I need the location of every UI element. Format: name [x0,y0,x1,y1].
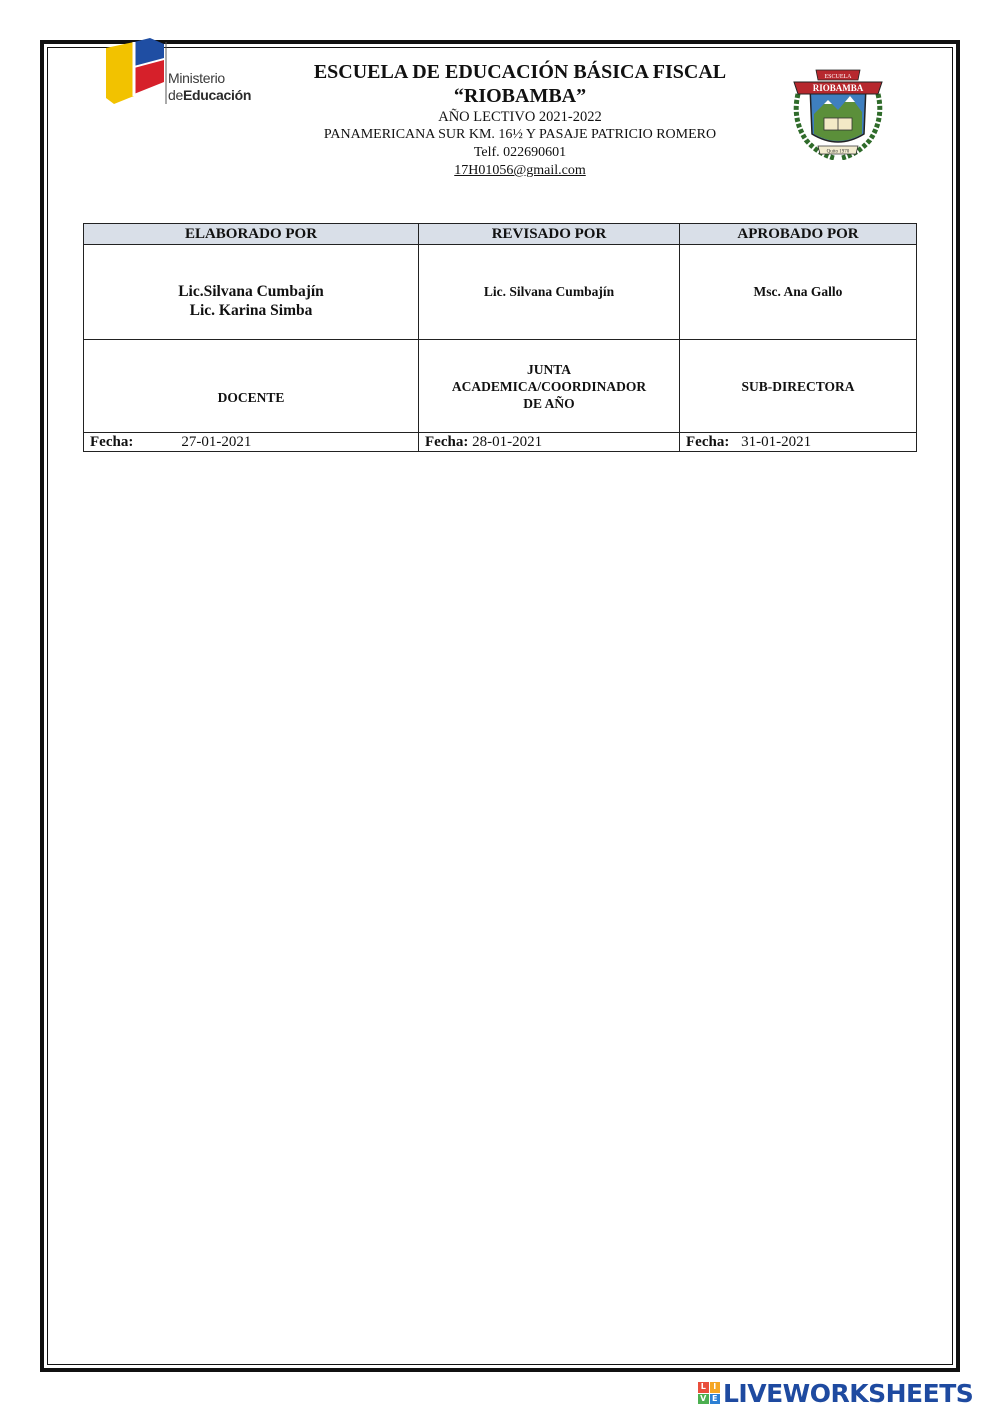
header-aprobado: APROBADO POR [680,224,917,245]
school-subtitle: “RIOBAMBA” [453,85,587,107]
cell-revisado-role [419,340,680,433]
ministry-line2-bold: Educación [182,87,252,103]
school-address: PANAMERICANA SUR KM. 16½ Y PASAJE PATRICIO ROMERO [323,127,717,142]
liveworksheets-logo[interactable] [698,1378,973,1408]
liveworksheets-icon [698,1382,720,1404]
school-crest-icon [788,64,888,160]
approval-table [83,223,917,452]
date-elaborado: 27-01-2021 [181,433,252,450]
cell-aprobado-date [680,433,917,452]
crest-banner-main: RIOBAMBA [812,83,864,93]
cell-revisado-date [419,433,680,452]
crest-ribbon: Quito 1970 [826,149,850,155]
date-label-elaborado: Fecha: [90,433,134,450]
date-aprobado: 31-01-2021 [741,433,812,450]
school-header [200,60,840,180]
revisado-role-line1: JUNTA [526,361,571,377]
date-label-aprobado: Fecha: [686,433,730,450]
school-name: ESCUELA DE EDUCACIÓN BÁSICA FISCAL [313,61,727,83]
school-phone: Telf. 022690601 [473,145,567,160]
lw-icon-letter-v: V [698,1394,709,1405]
elaborado-name-2: Lic. Karina Simba [189,302,313,319]
date-label-revisado: Fecha: [425,433,469,450]
crest-banner-top: ESCUELA [824,74,852,80]
cell-aprobado-name: Msc. Ana Gallo [680,245,917,340]
cell-revisado-name: Lic. Silvana Cumbajín [419,245,680,340]
school-email-link[interactable]: 17H01056@gmail.com [454,163,586,178]
header-revisado: REVISADO POR [419,224,680,245]
revisado-role-line2: ACADEMICA/COORDINADOR [451,378,647,394]
cell-elaborado-date [84,433,419,452]
table-row-roles [84,340,917,433]
ministry-line1: Ministerio [168,70,225,86]
lw-icon-letter-e: E [710,1394,721,1405]
liveworksheets-brand-text: LIVEWORKSHEETS [723,1378,974,1408]
table-row-names [84,245,917,340]
revisado-role-line3: DE AÑO [523,395,575,411]
table-row-dates [84,433,917,452]
table-header-row [84,224,917,245]
lw-icon-letter-l: L [698,1382,709,1393]
cell-aprobado-role: SUB-DIRECTORA [680,340,917,433]
ministry-line2-prefix: de [168,87,183,103]
elaborado-name-1: Lic.Silvana Cumbajín [178,283,324,300]
school-year: AÑO LECTIVO 2021-2022 [438,109,602,125]
lw-icon-letter-i: I [710,1382,721,1393]
date-revisado: 28-01-2021 [472,433,543,450]
header-elaborado: ELABORADO POR [84,224,419,245]
cell-elaborado-role: DOCENTE [84,340,419,433]
cell-elaborado-names [84,245,419,340]
